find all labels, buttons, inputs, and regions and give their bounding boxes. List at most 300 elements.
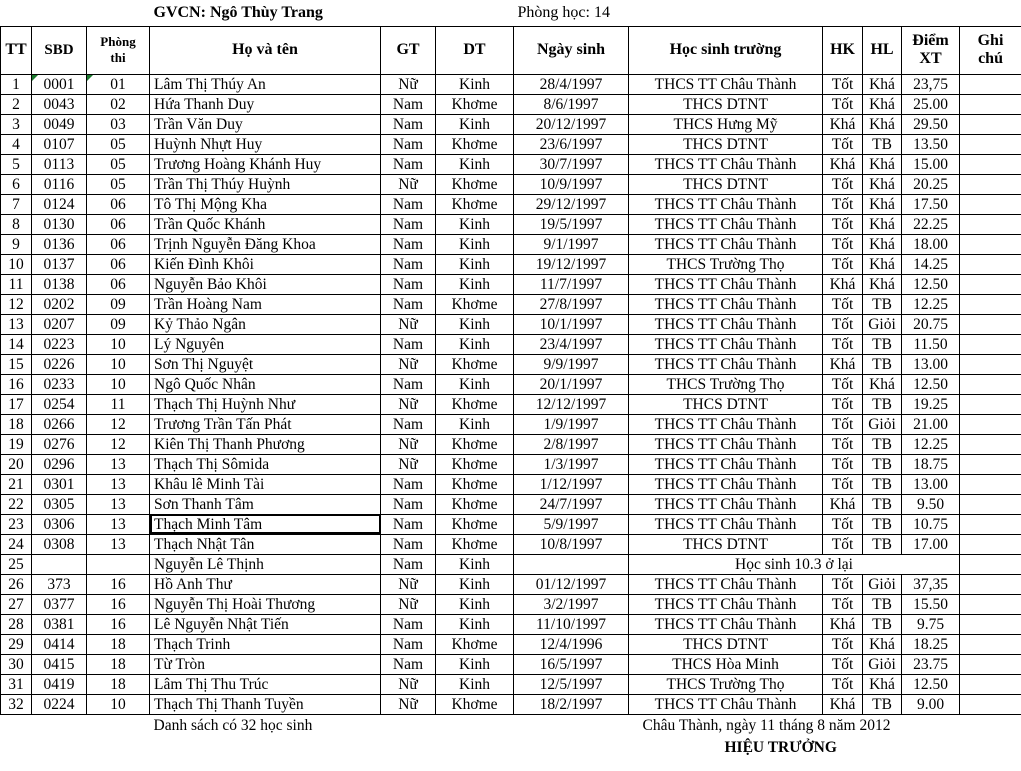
cell-diem[interactable]: 18.00 xyxy=(902,234,960,254)
cell-phong-thi[interactable]: 13 xyxy=(87,534,150,554)
cell-ngay-sinh[interactable]: 24/7/1997 xyxy=(514,494,629,514)
cell-hk[interactable]: Tốt xyxy=(823,454,863,474)
cell-dt[interactable]: Kinh xyxy=(436,414,514,434)
cell-diem[interactable]: 14.25 xyxy=(902,254,960,274)
cell-ho-ten[interactable]: Thạch Thị Huỳnh Như xyxy=(150,394,381,414)
cell-ngay-sinh[interactable]: 10/8/1997 xyxy=(514,534,629,554)
cell-truong[interactable]: THCS TT Châu Thành xyxy=(629,474,823,494)
cell-hk[interactable]: Tốt xyxy=(823,634,863,654)
cell-dt[interactable]: Kinh xyxy=(436,594,514,614)
cell-truong[interactable]: THCS TT Châu Thành xyxy=(629,314,823,334)
cell[interactable] xyxy=(87,0,150,26)
cell-diem[interactable]: 9.50 xyxy=(902,494,960,514)
cell-sbd[interactable]: 0381 xyxy=(32,614,87,634)
cell-gt[interactable]: Nam xyxy=(381,214,436,234)
cell-truong[interactable]: THCS TT Châu Thành xyxy=(629,454,823,474)
cell-truong[interactable]: THCS TT Châu Thành xyxy=(629,414,823,434)
cell-tt[interactable]: 6 xyxy=(1,174,32,194)
cell-ghi-chu[interactable] xyxy=(960,154,1021,174)
cell-gt[interactable]: Nữ xyxy=(381,74,436,94)
cell-phong-thi[interactable]: 10 xyxy=(87,334,150,354)
cell-hl[interactable]: Khá xyxy=(863,74,902,94)
cell-phong-thi[interactable]: 11 xyxy=(87,394,150,414)
cell-gt[interactable]: Nam xyxy=(381,234,436,254)
cell-diem[interactable]: 12.50 xyxy=(902,274,960,294)
cell-tt[interactable]: 28 xyxy=(1,614,32,634)
cell-ghi-chu[interactable] xyxy=(960,174,1021,194)
cell-tt[interactable]: 31 xyxy=(1,674,32,694)
cell-diem[interactable]: 18.25 xyxy=(902,634,960,654)
cell-ho-ten[interactable]: Trần Hoàng Nam xyxy=(150,294,381,314)
cell-hk[interactable]: Tốt xyxy=(823,94,863,114)
cell-dt[interactable]: Khơme xyxy=(436,434,514,454)
cell-tt[interactable]: 10 xyxy=(1,254,32,274)
cell-hk[interactable]: Tốt xyxy=(823,374,863,394)
cell-dt[interactable]: Kinh xyxy=(436,214,514,234)
cell-ghi-chu[interactable] xyxy=(960,654,1021,674)
cell-hk[interactable]: Tốt xyxy=(823,134,863,154)
cell-sbd[interactable]: 0254 xyxy=(32,394,87,414)
cell-ho-ten[interactable]: Thạch Thị Thanh Tuyền xyxy=(150,694,381,714)
cell-truong[interactable]: THCS DTNT xyxy=(629,94,823,114)
teacher-label[interactable]: GVCN: Ngô Thùy Trang xyxy=(150,0,436,26)
cell-tt[interactable]: 13 xyxy=(1,314,32,334)
cell-sbd[interactable]: 0415 xyxy=(32,654,87,674)
cell-ho-ten[interactable]: Trương Trần Tấn Phát xyxy=(150,414,381,434)
cell-ghi-chu[interactable] xyxy=(960,674,1021,694)
cell-dt[interactable]: Khơme xyxy=(436,514,514,534)
cell-dt[interactable]: Kinh xyxy=(436,554,514,574)
cell-sbd[interactable]: 373 xyxy=(32,574,87,594)
cell-phong-thi[interactable]: 01 xyxy=(87,74,150,94)
cell-sbd[interactable]: 0266 xyxy=(32,414,87,434)
cell-hl[interactable]: Khá xyxy=(863,274,902,294)
cell-ghi-chu[interactable] xyxy=(960,474,1021,494)
cell-hl[interactable]: Giỏi xyxy=(863,414,902,434)
cell-sbd[interactable]: 0207 xyxy=(32,314,87,334)
cell-diem[interactable]: 25.00 xyxy=(902,94,960,114)
cell-truong[interactable]: THCS Hòa Minh xyxy=(629,654,823,674)
cell-truong[interactable]: THCS TT Châu Thành xyxy=(629,614,823,634)
cell-ho-ten[interactable]: Trần Quốc Khánh xyxy=(150,214,381,234)
cell-hl[interactable]: Khá xyxy=(863,254,902,274)
cell-phong-thi[interactable]: 06 xyxy=(87,194,150,214)
cell[interactable] xyxy=(863,0,902,26)
cell-dt[interactable]: Khơme xyxy=(436,174,514,194)
cell-hk[interactable]: Khá xyxy=(823,494,863,514)
cell-gt[interactable]: Nam xyxy=(381,534,436,554)
cell-diem[interactable]: 23,75 xyxy=(902,74,960,94)
cell-tt[interactable]: 25 xyxy=(1,554,32,574)
cell-hk[interactable]: Tốt xyxy=(823,674,863,694)
cell-dt[interactable]: Kinh xyxy=(436,334,514,354)
cell-truong[interactable]: THCS TT Châu Thành xyxy=(629,694,823,714)
cell-hl[interactable]: Khá xyxy=(863,674,902,694)
cell-phong-thi[interactable]: 10 xyxy=(87,354,150,374)
cell-gt[interactable]: Nam xyxy=(381,514,436,534)
principal-title[interactable]: HIỆU TRƯỞNG xyxy=(724,738,837,756)
cell-ngay-sinh[interactable]: 10/1/1997 xyxy=(514,314,629,334)
cell-sbd[interactable]: 0116 xyxy=(32,174,87,194)
cell-sbd[interactable]: 0296 xyxy=(32,454,87,474)
cell-phong-thi[interactable]: 06 xyxy=(87,234,150,254)
cell-phong-thi[interactable]: 05 xyxy=(87,134,150,154)
header-dt[interactable]: DT xyxy=(436,26,514,74)
header-diem[interactable] xyxy=(902,26,960,74)
cell-ngay-sinh[interactable]: 3/2/1997 xyxy=(514,594,629,614)
cell-phong-thi[interactable]: 16 xyxy=(87,574,150,594)
cell-tt[interactable]: 20 xyxy=(1,454,32,474)
cell[interactable] xyxy=(87,714,150,736)
cell-diem[interactable]: 19.25 xyxy=(902,394,960,414)
cell-phong-thi[interactable]: 16 xyxy=(87,614,150,634)
cell-phong-thi[interactable]: 10 xyxy=(87,694,150,714)
cell-ngay-sinh[interactable]: 27/8/1997 xyxy=(514,294,629,314)
cell-tt[interactable]: 2 xyxy=(1,94,32,114)
cell-ho-ten[interactable]: Lâm Thị Thu Trúc xyxy=(150,674,381,694)
cell-phong-thi[interactable]: 13 xyxy=(87,474,150,494)
cell-diem[interactable]: 17.50 xyxy=(902,194,960,214)
cell-dt[interactable]: Kinh xyxy=(436,374,514,394)
cell-dt[interactable]: Khơme xyxy=(436,494,514,514)
cell-hl[interactable]: TB xyxy=(863,474,902,494)
cell-sbd[interactable]: 0233 xyxy=(32,374,87,394)
cell-phong-thi[interactable]: 16 xyxy=(87,594,150,614)
cell-truong[interactable]: THCS Hưng Mỹ xyxy=(629,114,823,134)
cell-sbd[interactable]: 0419 xyxy=(32,674,87,694)
header-ho-ten[interactable]: Họ và tên xyxy=(150,26,381,74)
cell-ngay-sinh[interactable]: 19/12/1997 xyxy=(514,254,629,274)
cell[interactable] xyxy=(32,0,87,26)
cell-truong[interactable]: Học sinh 10.3 ở lại xyxy=(629,554,960,574)
cell-phong-thi[interactable]: 03 xyxy=(87,114,150,134)
cell[interactable] xyxy=(514,714,629,736)
cell-ghi-chu[interactable] xyxy=(960,214,1021,234)
student-count-note[interactable]: Danh sách có 32 học sinh xyxy=(150,714,514,736)
cell-ho-ten[interactable]: Thạch Trinh xyxy=(150,634,381,654)
cell-diem[interactable]: 12.50 xyxy=(902,674,960,694)
cell-ghi-chu[interactable] xyxy=(960,314,1021,334)
cell-gt[interactable]: Nữ xyxy=(381,594,436,614)
cell-ho-ten[interactable]: Trần Văn Duy xyxy=(150,114,381,134)
cell-hl[interactable]: Giỏi xyxy=(863,314,902,334)
cell-hl[interactable]: Khá xyxy=(863,174,902,194)
cell-hl[interactable]: TB xyxy=(863,694,902,714)
cell-gt[interactable]: Nam xyxy=(381,554,436,574)
cell-truong[interactable]: THCS TT Châu Thành xyxy=(629,494,823,514)
cell-gt[interactable]: Nữ xyxy=(381,674,436,694)
cell-ghi-chu[interactable] xyxy=(960,534,1021,554)
cell-ho-ten[interactable]: Huỳnh Nhựt Huy xyxy=(150,134,381,154)
cell-tt[interactable]: 8 xyxy=(1,214,32,234)
cell-sbd[interactable]: 0202 xyxy=(32,294,87,314)
cell-ngay-sinh[interactable]: 9/9/1997 xyxy=(514,354,629,374)
cell-hk[interactable]: Tốt xyxy=(823,414,863,434)
cell-gt[interactable]: Nữ xyxy=(381,434,436,454)
cell-sbd[interactable]: 0301 xyxy=(32,474,87,494)
cell-hl[interactable]: Khá xyxy=(863,194,902,214)
cell-dt[interactable]: Khơme xyxy=(436,694,514,714)
cell[interactable] xyxy=(823,0,863,26)
cell-hk[interactable]: Tốt xyxy=(823,394,863,414)
cell-gt[interactable]: Nam xyxy=(381,154,436,174)
room-label[interactable]: Phòng học: 14 xyxy=(514,0,823,26)
cell-ghi-chu[interactable] xyxy=(960,374,1021,394)
cell-dt[interactable]: Khơme xyxy=(436,134,514,154)
cell-sbd[interactable]: 0001 xyxy=(32,74,87,94)
cell-sbd[interactable]: 0124 xyxy=(32,194,87,214)
cell-gt[interactable]: Nữ xyxy=(381,354,436,374)
cell-tt[interactable]: 16 xyxy=(1,374,32,394)
cell-hl[interactable]: Khá xyxy=(863,114,902,134)
cell-tt[interactable]: 22 xyxy=(1,494,32,514)
cell-ho-ten[interactable]: Khâu lê Minh Tài xyxy=(150,474,381,494)
cell[interactable] xyxy=(1,0,32,26)
cell-hl[interactable]: Khá xyxy=(863,234,902,254)
cell-dt[interactable]: Kinh xyxy=(436,154,514,174)
cell-tt[interactable]: 29 xyxy=(1,634,32,654)
cell-truong[interactable]: THCS TT Châu Thành xyxy=(629,234,823,254)
cell-diem[interactable]: 20.75 xyxy=(902,314,960,334)
cell-gt[interactable]: Nam xyxy=(381,334,436,354)
cell-diem[interactable]: 13.00 xyxy=(902,354,960,374)
cell-hk[interactable]: Khá xyxy=(823,694,863,714)
cell-diem[interactable]: 12.50 xyxy=(902,374,960,394)
cell-sbd[interactable]: 0137 xyxy=(32,254,87,274)
cell-ngay-sinh[interactable]: 23/4/1997 xyxy=(514,334,629,354)
cell-ghi-chu[interactable] xyxy=(960,574,1021,594)
cell-ngay-sinh[interactable]: 01/12/1997 xyxy=(514,574,629,594)
cell-ngay-sinh[interactable]: 1/9/1997 xyxy=(514,414,629,434)
cell-ghi-chu[interactable] xyxy=(960,694,1021,714)
cell-dt[interactable]: Khơme xyxy=(436,394,514,414)
cell-phong-thi[interactable]: 18 xyxy=(87,654,150,674)
cell-hl[interactable]: TB xyxy=(863,614,902,634)
cell-tt[interactable]: 12 xyxy=(1,294,32,314)
cell-phong-thi[interactable]: 13 xyxy=(87,494,150,514)
cell-phong-thi[interactable]: 05 xyxy=(87,174,150,194)
cell-truong[interactable]: THCS TT Châu Thành xyxy=(629,194,823,214)
cell-sbd[interactable]: 0130 xyxy=(32,214,87,234)
date-note[interactable]: Châu Thành, ngày 11 tháng 8 năm 2012 xyxy=(629,714,1021,736)
cell-ho-ten[interactable]: Trần Thị Thúy Huỳnh xyxy=(150,174,381,194)
cell-hl[interactable]: TB xyxy=(863,514,902,534)
cell-ghi-chu[interactable] xyxy=(960,354,1021,374)
cell-tt[interactable]: 4 xyxy=(1,134,32,154)
cell-truong[interactable]: THCS TT Châu Thành xyxy=(629,434,823,454)
cell-truong[interactable]: THCS TT Châu Thành xyxy=(629,154,823,174)
cell-hl[interactable]: Giỏi xyxy=(863,654,902,674)
cell-sbd[interactable]: 0224 xyxy=(32,694,87,714)
cell-hl[interactable]: TB xyxy=(863,354,902,374)
cell-gt[interactable]: Nam xyxy=(381,654,436,674)
cell-ho-ten[interactable]: Lê Nguyễn Nhật Tiến xyxy=(150,614,381,634)
cell-phong-thi[interactable]: 06 xyxy=(87,274,150,294)
cell-ngay-sinh[interactable] xyxy=(514,554,629,574)
cell-sbd[interactable]: 0305 xyxy=(32,494,87,514)
cell-phong-thi[interactable]: 05 xyxy=(87,154,150,174)
cell-sbd[interactable]: 0113 xyxy=(32,154,87,174)
cell-dt[interactable]: Khơme xyxy=(436,634,514,654)
cell-dt[interactable]: Khơme xyxy=(436,294,514,314)
cell-hk[interactable]: Khá xyxy=(823,274,863,294)
cell-phong-thi[interactable]: 09 xyxy=(87,314,150,334)
cell-gt[interactable]: Nam xyxy=(381,134,436,154)
cell-ho-ten[interactable]: Trịnh Nguyễn Đăng Khoa xyxy=(150,234,381,254)
cell-ho-ten[interactable]: Từ Tròn xyxy=(150,654,381,674)
cell-dt[interactable]: Kinh xyxy=(436,254,514,274)
cell-ghi-chu[interactable] xyxy=(960,234,1021,254)
cell-truong[interactable]: THCS DTNT xyxy=(629,634,823,654)
cell-ghi-chu[interactable] xyxy=(960,594,1021,614)
cell-ghi-chu[interactable] xyxy=(960,114,1021,134)
cell-ngay-sinh[interactable]: 9/1/1997 xyxy=(514,234,629,254)
cell-diem[interactable]: 18.75 xyxy=(902,454,960,474)
cell-phong-thi[interactable]: 10 xyxy=(87,374,150,394)
cell-truong[interactable]: THCS Trường Thọ xyxy=(629,254,823,274)
cell-gt[interactable]: Nam xyxy=(381,474,436,494)
cell-hk[interactable]: Tốt xyxy=(823,214,863,234)
cell-truong[interactable]: THCS TT Châu Thành xyxy=(629,294,823,314)
cell-gt[interactable]: Nam xyxy=(381,414,436,434)
cell-gt[interactable]: Nữ xyxy=(381,314,436,334)
cell-diem[interactable]: 21.00 xyxy=(902,414,960,434)
cell-sbd[interactable]: 0223 xyxy=(32,334,87,354)
header-hl[interactable]: HL xyxy=(863,26,902,74)
cell-ho-ten[interactable]: Hứa Thanh Duy xyxy=(150,94,381,114)
cell-dt[interactable]: Kinh xyxy=(436,574,514,594)
cell-gt[interactable]: Nam xyxy=(381,194,436,214)
cell-ghi-chu[interactable] xyxy=(960,134,1021,154)
cell-ngay-sinh[interactable]: 12/4/1996 xyxy=(514,634,629,654)
cell-hl[interactable]: Khá xyxy=(863,374,902,394)
cell-ngay-sinh[interactable]: 20/12/1997 xyxy=(514,114,629,134)
cell-diem[interactable]: 10.75 xyxy=(902,514,960,534)
cell-ghi-chu[interactable] xyxy=(960,194,1021,214)
cell-ghi-chu[interactable] xyxy=(960,74,1021,94)
cell-diem[interactable]: 11.50 xyxy=(902,334,960,354)
cell-hk[interactable]: Tốt xyxy=(823,254,863,274)
cell-tt[interactable]: 19 xyxy=(1,434,32,454)
cell-hk[interactable]: Tốt xyxy=(823,174,863,194)
cell-tt[interactable]: 15 xyxy=(1,354,32,374)
cell-phong-thi[interactable]: 09 xyxy=(87,294,150,314)
cell-phong-thi[interactable]: 12 xyxy=(87,434,150,454)
cell-hl[interactable]: TB xyxy=(863,334,902,354)
cell-hk[interactable]: Tốt xyxy=(823,654,863,674)
cell-ngay-sinh[interactable]: 23/6/1997 xyxy=(514,134,629,154)
cell-ho-ten[interactable]: Nguyễn Lê Thịnh xyxy=(150,554,381,574)
cell-hk[interactable]: Tốt xyxy=(823,74,863,94)
cell-hk[interactable]: Tốt xyxy=(823,434,863,454)
cell-ho-ten[interactable]: Lý Nguyên xyxy=(150,334,381,354)
cell-gt[interactable]: Nam xyxy=(381,274,436,294)
cell-ho-ten[interactable]: Nguyễn Bảo Khôi xyxy=(150,274,381,294)
cell-hk[interactable]: Tốt xyxy=(823,234,863,254)
cell-ghi-chu[interactable] xyxy=(960,414,1021,434)
cell-ho-ten[interactable]: Lâm Thị Thúy An xyxy=(150,74,381,94)
cell-ho-ten[interactable]: Thạch Nhật Tân xyxy=(150,534,381,554)
cell-tt[interactable]: 32 xyxy=(1,694,32,714)
cell-sbd[interactable]: 0226 xyxy=(32,354,87,374)
cell-ho-ten[interactable]: Hồ Anh Thư xyxy=(150,574,381,594)
cell-ghi-chu[interactable] xyxy=(960,294,1021,314)
cell-truong[interactable]: THCS TT Châu Thành xyxy=(629,214,823,234)
cell-gt[interactable]: Nữ xyxy=(381,454,436,474)
cell[interactable] xyxy=(960,0,1021,26)
cell-sbd[interactable]: 0308 xyxy=(32,534,87,554)
cell-ngay-sinh[interactable]: 28/4/1997 xyxy=(514,74,629,94)
cell-gt[interactable]: Nam xyxy=(381,494,436,514)
cell-ho-ten[interactable]: Sơn Thị Nguyệt xyxy=(150,354,381,374)
header-ngay-sinh[interactable]: Ngày sinh xyxy=(514,26,629,74)
cell-hk[interactable]: Tốt xyxy=(823,194,863,214)
cell-hl[interactable]: TB xyxy=(863,434,902,454)
cell-sbd[interactable]: 0043 xyxy=(32,94,87,114)
cell-hl[interactable]: TB xyxy=(863,534,902,554)
cell-tt[interactable]: 7 xyxy=(1,194,32,214)
cell-sbd[interactable] xyxy=(32,554,87,574)
cell-ho-ten[interactable]: Thạch Minh Tâm xyxy=(150,514,381,534)
cell-dt[interactable]: Khơme xyxy=(436,354,514,374)
cell-ghi-chu[interactable] xyxy=(960,454,1021,474)
cell-hl[interactable]: Khá xyxy=(863,154,902,174)
cell-hk[interactable]: Khá xyxy=(823,114,863,134)
cell-truong[interactable]: THCS Trường Thọ xyxy=(629,674,823,694)
cell-dt[interactable]: Kinh xyxy=(436,114,514,134)
cell-ghi-chu[interactable] xyxy=(960,94,1021,114)
cell-sbd[interactable]: 0136 xyxy=(32,234,87,254)
cell-dt[interactable]: Kinh xyxy=(436,314,514,334)
cell-hk[interactable]: Khá xyxy=(823,614,863,634)
cell-hl[interactable]: Khá xyxy=(863,634,902,654)
cell-truong[interactable]: THCS TT Châu Thành xyxy=(629,594,823,614)
cell-dt[interactable]: Khơme xyxy=(436,194,514,214)
cell-sbd[interactable]: 0049 xyxy=(32,114,87,134)
cell-phong-thi[interactable]: 18 xyxy=(87,674,150,694)
cell-ngay-sinh[interactable]: 1/12/1997 xyxy=(514,474,629,494)
cell-truong[interactable]: THCS TT Châu Thành xyxy=(629,74,823,94)
cell-gt[interactable]: Nam xyxy=(381,94,436,114)
header-hk[interactable]: HK xyxy=(823,26,863,74)
cell-ngay-sinh[interactable]: 5/9/1997 xyxy=(514,514,629,534)
cell-tt[interactable]: 5 xyxy=(1,154,32,174)
cell-truong[interactable]: THCS DTNT xyxy=(629,134,823,154)
cell-ho-ten[interactable]: Kỷ Thảo Ngân xyxy=(150,314,381,334)
cell-ho-ten[interactable]: Kiên Thị Thanh Phương xyxy=(150,434,381,454)
cell-dt[interactable]: Kinh xyxy=(436,614,514,634)
cell-hl[interactable]: TB xyxy=(863,594,902,614)
cell-sbd[interactable]: 0276 xyxy=(32,434,87,454)
cell-gt[interactable]: Nữ xyxy=(381,574,436,594)
cell-tt[interactable]: 24 xyxy=(1,534,32,554)
cell-hk[interactable]: Tốt xyxy=(823,534,863,554)
cell[interactable] xyxy=(1,736,629,758)
cell-dt[interactable]: Khơme xyxy=(436,534,514,554)
cell-sbd[interactable]: 0306 xyxy=(32,514,87,534)
cell-hk[interactable]: Tốt xyxy=(823,474,863,494)
cell-ghi-chu[interactable] xyxy=(960,554,1021,574)
cell-hk[interactable]: Tốt xyxy=(823,574,863,594)
cell-tt[interactable]: 26 xyxy=(1,574,32,594)
cell-hl[interactable]: TB xyxy=(863,454,902,474)
cell-diem[interactable]: 15.00 xyxy=(902,154,960,174)
cell-truong[interactable]: THCS DTNT xyxy=(629,174,823,194)
cell[interactable] xyxy=(436,0,514,26)
cell-ghi-chu[interactable] xyxy=(960,434,1021,454)
cell-ngay-sinh[interactable]: 8/6/1997 xyxy=(514,94,629,114)
cell-tt[interactable]: 21 xyxy=(1,474,32,494)
